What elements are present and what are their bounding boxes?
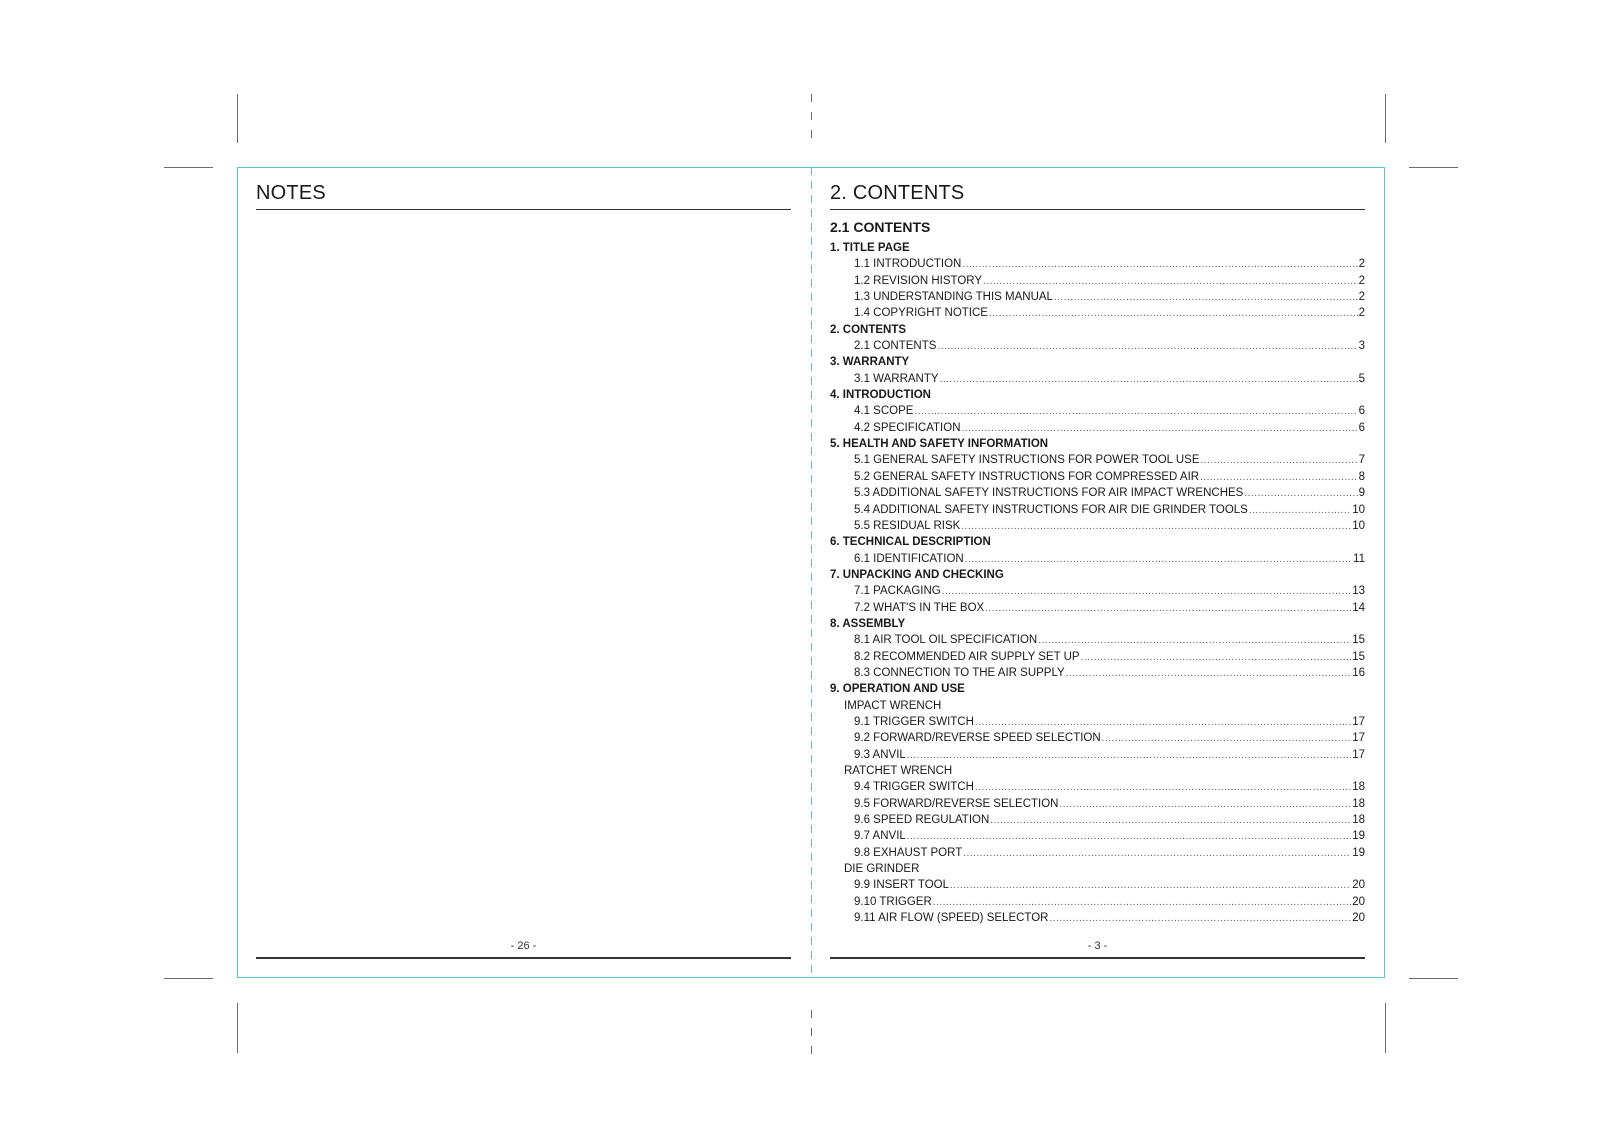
toc-entry-label: 5.4 ADDITIONAL SAFETY INSTRUCTIONS FOR AIR DIE GRINDER TOOLS bbox=[854, 503, 1248, 516]
toc-leader-dots bbox=[950, 878, 1351, 894]
toc-entry-page-number: 17 bbox=[1352, 732, 1365, 745]
toc-entry-page-number: 19 bbox=[1352, 830, 1365, 843]
toc-entry bbox=[830, 665, 1365, 681]
toc-leader-dots bbox=[942, 584, 1351, 600]
toc-leader-dots bbox=[1244, 486, 1357, 502]
toc-entry-label: 9.1 TRIGGER SWITCH bbox=[854, 715, 974, 728]
toc-leader-dots bbox=[914, 404, 1357, 420]
right-page-number: - 3 - bbox=[1087, 940, 1108, 952]
spine-fold-line bbox=[811, 167, 812, 978]
toc-entry bbox=[830, 796, 1365, 812]
notes-page-title: NOTES bbox=[256, 182, 791, 210]
toc-leader-dots bbox=[1102, 731, 1352, 747]
toc-leader-dots bbox=[1054, 290, 1358, 306]
toc-entry bbox=[830, 403, 1365, 419]
toc-section-heading: 7. UNPACKING AND CHECKING bbox=[830, 568, 1004, 581]
toc-section-heading: 5. HEALTH AND SAFETY INFORMATION bbox=[830, 438, 1049, 451]
toc-entry-label: 9.2 FORWARD/REVERSE SPEED SELECTION bbox=[854, 732, 1101, 745]
toc-entry-label: 9.3 ANVIL bbox=[854, 748, 906, 761]
toc-leader-dots bbox=[933, 895, 1351, 911]
toc-leader-dots bbox=[962, 421, 1358, 437]
toc-entry-page-number: 19 bbox=[1352, 846, 1365, 859]
toc-leader-dots bbox=[1050, 911, 1352, 927]
toc-entry-page-number: 8 bbox=[1358, 470, 1365, 483]
toc-entry-page-number: 13 bbox=[1352, 585, 1365, 598]
toc-entry-page-number: 3 bbox=[1358, 340, 1365, 353]
toc-entry-label: 9.4 TRIGGER SWITCH bbox=[854, 781, 974, 794]
toc-entry-page-number: 17 bbox=[1352, 748, 1365, 761]
toc-leader-dots bbox=[907, 748, 1351, 764]
right-footer-rule bbox=[830, 957, 1365, 959]
toc-entry-label: 4.2 SPECIFICATION bbox=[854, 421, 961, 434]
toc-leader-dots bbox=[962, 257, 1357, 273]
toc-leader-dots bbox=[963, 846, 1351, 862]
table-of-contents bbox=[830, 219, 1365, 926]
toc-entry-page-number: 15 bbox=[1352, 650, 1365, 663]
toc-entry bbox=[830, 583, 1365, 599]
toc-entry-label: 1.4 COPYRIGHT NOTICE bbox=[854, 307, 988, 320]
left-page-number: - 26 - bbox=[510, 940, 537, 952]
crop-mark-right-bottom bbox=[1409, 978, 1458, 979]
toc-entry bbox=[830, 714, 1365, 730]
toc-entry-page-number: 2 bbox=[1358, 274, 1365, 287]
toc-leader-dots bbox=[965, 552, 1352, 568]
toc-entry-page-number: 2 bbox=[1358, 258, 1365, 271]
toc-entry bbox=[830, 779, 1365, 795]
toc-entry-page-number: 9 bbox=[1358, 487, 1365, 500]
toc-entry-label: 7.1 PACKAGING bbox=[854, 585, 941, 598]
toc-entry bbox=[830, 877, 1365, 893]
toc-entry-page-number: 18 bbox=[1352, 781, 1365, 794]
toc-section-heading: 1. TITLE PAGE bbox=[830, 242, 910, 254]
toc-entry bbox=[830, 828, 1365, 844]
toc-entry-label: 1.3 UNDERSTANDING THIS MANUAL bbox=[854, 291, 1053, 304]
left-footer-rule bbox=[256, 957, 791, 959]
toc-entry-label: 5.3 ADDITIONAL SAFETY INSTRUCTIONS FOR AIR IMPACT WRENCHES bbox=[854, 487, 1244, 500]
toc-leader-dots bbox=[961, 519, 1351, 535]
toc-entry bbox=[830, 305, 1365, 321]
toc-entry-label: 9.9 INSERT TOOL bbox=[854, 879, 950, 892]
crop-mark-right-top bbox=[1409, 167, 1458, 168]
toc-leader-dots bbox=[1200, 470, 1358, 486]
toc-leader-dots bbox=[989, 306, 1358, 322]
toc-entry-label: 5.5 RESIDUAL RISK bbox=[854, 519, 961, 532]
toc-leader-dots bbox=[985, 601, 1351, 617]
toc-entry-label: 1.2 REVISION HISTORY bbox=[854, 274, 983, 287]
toc-entry-label: 5.2 GENERAL SAFETY INSTRUCTIONS FOR COMPRESSED AIR bbox=[854, 470, 1200, 483]
toc-entry bbox=[830, 632, 1365, 648]
toc-entry-page-number: 20 bbox=[1352, 912, 1365, 925]
fold-mark-top bbox=[811, 94, 812, 140]
toc-leader-dots bbox=[990, 813, 1351, 829]
toc-section-heading: 3. WARRANTY bbox=[830, 356, 910, 369]
right-page bbox=[830, 167, 1365, 978]
toc-entry bbox=[830, 894, 1365, 910]
toc-section-heading: 2. CONTENTS bbox=[830, 323, 907, 336]
toc-entry bbox=[830, 730, 1365, 746]
toc-leader-dots bbox=[975, 780, 1351, 796]
toc-entry-page-number: 17 bbox=[1352, 715, 1365, 728]
toc-entry bbox=[830, 502, 1365, 518]
toc-heading: 2.1 CONTENTS bbox=[830, 219, 931, 235]
toc-entry-page-number: 18 bbox=[1352, 797, 1365, 810]
toc-entry bbox=[830, 518, 1365, 534]
toc-entry-page-number: 10 bbox=[1352, 503, 1365, 516]
toc-entry-label: 9.7 ANVIL bbox=[854, 830, 906, 843]
toc-leader-dots bbox=[1066, 666, 1352, 682]
toc-entry bbox=[830, 256, 1365, 272]
contents-page-title: 2. CONTENTS bbox=[830, 182, 1365, 210]
toc-subheading: RATCHET WRENCH bbox=[844, 765, 953, 777]
toc-subheading: IMPACT WRENCH bbox=[844, 699, 942, 712]
toc-entry-label: 8.3 CONNECTION TO THE AIR SUPPLY bbox=[854, 666, 1065, 679]
fold-mark-bottom bbox=[811, 1010, 812, 1056]
crop-mark-bottom-left bbox=[237, 1003, 238, 1053]
toc-entry-page-number: 14 bbox=[1352, 601, 1365, 614]
toc-entry bbox=[830, 420, 1365, 436]
toc-entry-label: 7.2 WHAT'S IN THE BOX bbox=[854, 601, 985, 614]
toc-section-heading: 8. ASSEMBLY bbox=[830, 617, 906, 630]
toc-leader-dots bbox=[940, 372, 1358, 388]
toc-entry-label: 9.10 TRIGGER bbox=[854, 895, 932, 908]
toc-entry-page-number: 2 bbox=[1358, 291, 1365, 304]
toc-leader-dots bbox=[975, 715, 1351, 731]
toc-entry-page-number: 20 bbox=[1352, 879, 1365, 892]
toc-leader-dots bbox=[937, 339, 1357, 355]
toc-section-heading: 9. OPERATION AND USE bbox=[830, 683, 965, 696]
toc-entry-label: 9.5 FORWARD/REVERSE SELECTION bbox=[854, 797, 1059, 810]
toc-leader-dots bbox=[1038, 633, 1351, 649]
toc-entry bbox=[830, 551, 1365, 567]
toc-entry-label: 5.1 GENERAL SAFETY INSTRUCTIONS FOR POWER TOOL USE bbox=[854, 454, 1200, 467]
toc-entry bbox=[830, 452, 1365, 468]
toc-entry-page-number: 18 bbox=[1352, 814, 1365, 827]
crop-mark-left-bottom bbox=[164, 978, 213, 979]
toc-entry-page-number: 6 bbox=[1358, 405, 1365, 418]
crop-mark-left-top bbox=[164, 167, 213, 168]
toc-entry-page-number: 20 bbox=[1352, 895, 1365, 908]
crop-mark-bottom-right bbox=[1385, 1003, 1386, 1053]
toc-entry bbox=[830, 469, 1365, 485]
toc-entry-label: 2.1 CONTENTS bbox=[854, 340, 937, 353]
crop-mark-top-right bbox=[1385, 94, 1386, 143]
toc-entry-label: 9.11 AIR FLOW (SPEED) SELECTOR bbox=[854, 912, 1049, 925]
toc-section-heading: 4. INTRODUCTION bbox=[830, 389, 931, 402]
toc-entry-label: 4.1 SCOPE bbox=[854, 405, 914, 418]
toc-leader-dots bbox=[1081, 650, 1352, 666]
toc-leader-dots bbox=[983, 274, 1358, 290]
toc-list bbox=[830, 240, 1365, 926]
toc-entry bbox=[830, 845, 1365, 861]
toc-entry bbox=[830, 910, 1365, 926]
toc-entry-page-number: 5 bbox=[1358, 372, 1365, 385]
crop-mark-top-left bbox=[237, 94, 238, 143]
toc-entry-page-number: 7 bbox=[1358, 454, 1365, 467]
toc-subheading: DIE GRINDER bbox=[844, 863, 920, 876]
toc-entry-label: 8.2 RECOMMENDED AIR SUPPLY SET UP bbox=[854, 650, 1080, 663]
toc-leader-dots bbox=[1201, 453, 1358, 469]
toc-leader-dots bbox=[1249, 503, 1351, 519]
toc-entry-label: 9.6 SPEED REGULATION bbox=[854, 814, 990, 827]
toc-entry-page-number: 2 bbox=[1358, 307, 1365, 320]
toc-entry bbox=[830, 649, 1365, 665]
toc-section-heading: 6. TECHNICAL DESCRIPTION bbox=[830, 536, 991, 549]
toc-entry bbox=[830, 812, 1365, 828]
toc-entry-page-number: 11 bbox=[1353, 552, 1365, 565]
toc-entry bbox=[830, 289, 1365, 305]
toc-entry-label: 8.1 AIR TOOL OIL SPECIFICATION bbox=[854, 634, 1038, 647]
toc-entry-page-number: 16 bbox=[1352, 666, 1365, 679]
toc-entry-label: 9.8 EXHAUST PORT bbox=[854, 846, 963, 859]
toc-entry bbox=[830, 371, 1365, 387]
toc-entry-page-number: 10 bbox=[1352, 519, 1365, 532]
toc-entry-label: 3.1 WARRANTY bbox=[854, 372, 939, 385]
toc-entry bbox=[830, 338, 1365, 354]
left-page bbox=[256, 167, 791, 978]
toc-entry bbox=[830, 273, 1365, 289]
toc-entry bbox=[830, 485, 1365, 501]
toc-leader-dots bbox=[1060, 797, 1352, 813]
toc-entry-page-number: 15 bbox=[1352, 634, 1365, 647]
toc-entry-label: 1.1 INTRODUCTION bbox=[854, 258, 962, 271]
toc-leader-dots bbox=[907, 829, 1351, 845]
toc-entry bbox=[830, 747, 1365, 763]
toc-entry bbox=[830, 600, 1365, 616]
toc-entry-label: 6.1 IDENTIFICATION bbox=[854, 552, 964, 565]
toc-entry-page-number: 6 bbox=[1358, 421, 1365, 434]
